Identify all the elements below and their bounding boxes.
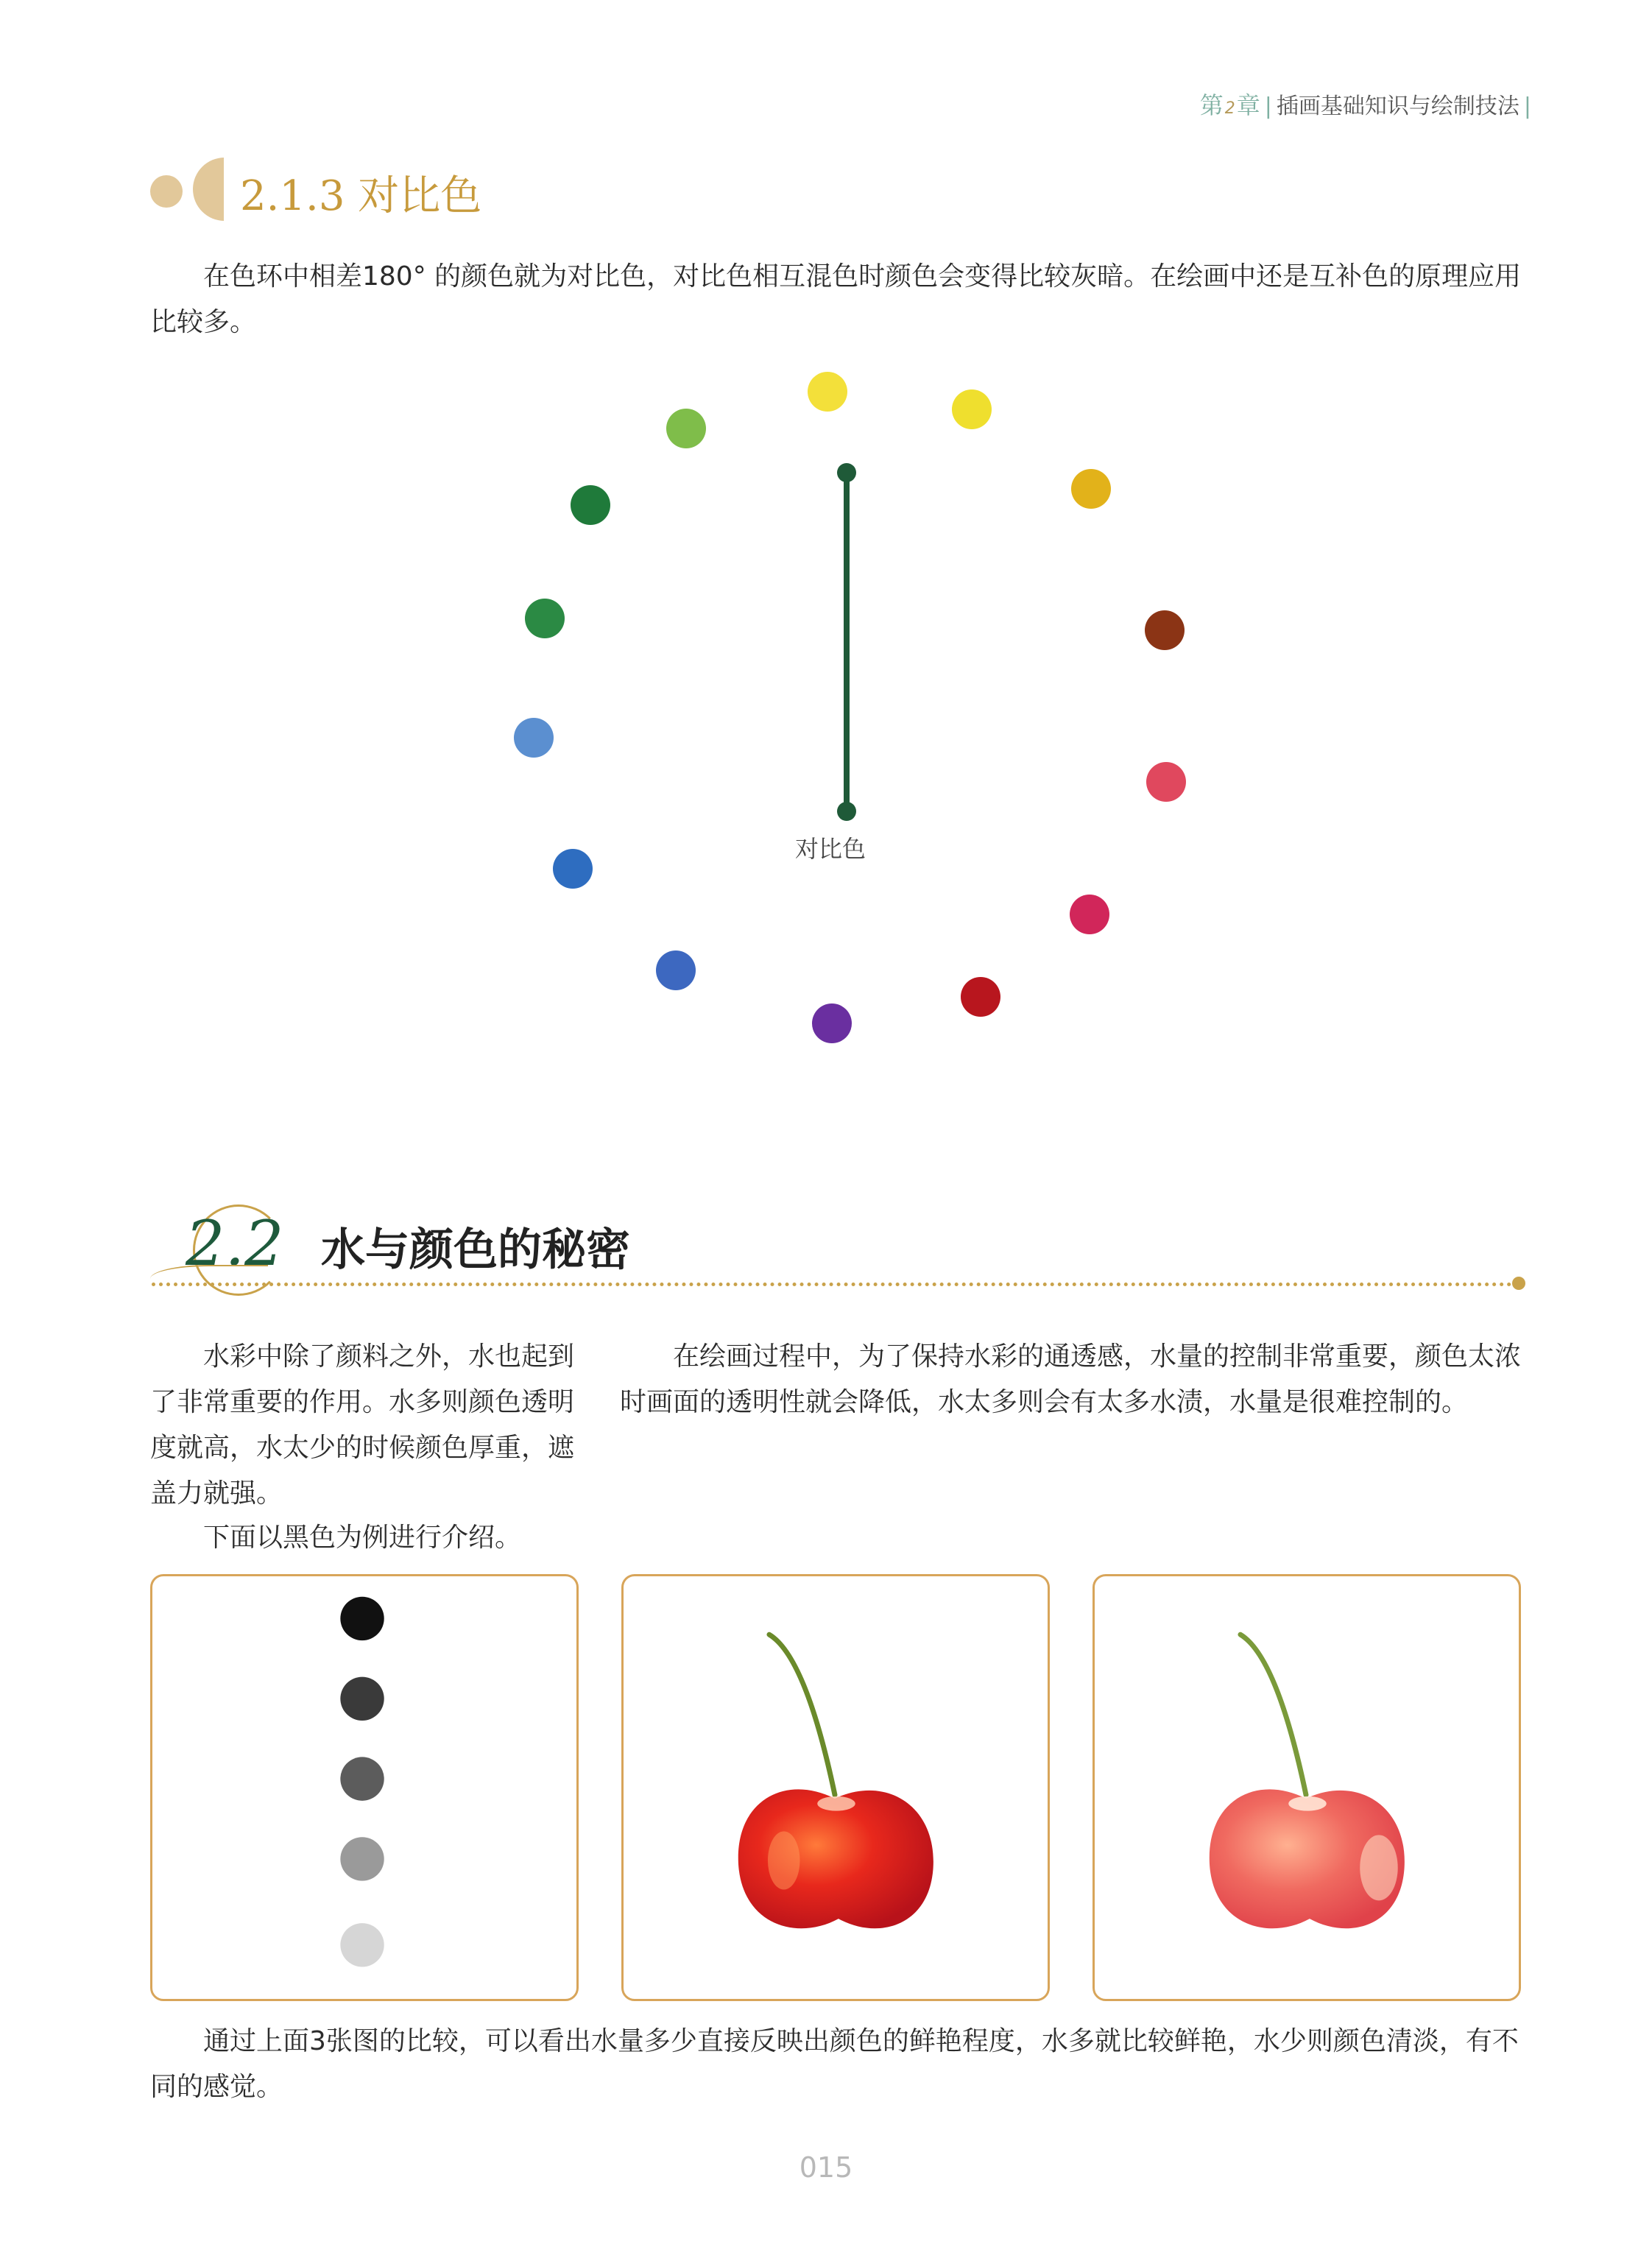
section-marker-half-circle bbox=[193, 158, 224, 221]
section-marker-dot bbox=[150, 175, 183, 208]
chapter-number: 2 bbox=[1224, 99, 1235, 118]
contrast-color-paragraph: 在色环中相差180° 的颜色就为对比色，对比色相互混色时颜色会变得比较灰暗。在绘画中还是互补色的原理应用比较多。 bbox=[150, 261, 1522, 337]
wheel-color-dot bbox=[808, 372, 847, 412]
section-number: 2.2 bbox=[186, 1207, 284, 1280]
black-example-intro: 下面以黑色为例进行介绍。 bbox=[203, 1523, 522, 1553]
black-swatch-dot bbox=[340, 1597, 384, 1640]
dotted-rule-end-dot bbox=[1512, 1277, 1525, 1290]
running-header bbox=[1200, 87, 1536, 121]
wheel-color-dot bbox=[1145, 610, 1185, 650]
wheel-color-dot bbox=[952, 389, 992, 429]
wheel-color-dot bbox=[961, 977, 1000, 1017]
black-swatch-panel bbox=[150, 1574, 579, 2001]
section-flourish bbox=[150, 1265, 268, 1293]
subsection-title: 2.1.3 对比色 bbox=[240, 172, 482, 220]
header-separator-end: | bbox=[1523, 94, 1531, 119]
header-separator: | bbox=[1264, 94, 1272, 119]
water-paragraph-right: 在绘画过程中，为了保持水彩的通透感，水量的控制非常重要，颜色太浓时画面的透明性就会降低，水太多则会有太多水渍，水量是很难控制的。 bbox=[620, 1341, 1522, 1417]
page-number: 015 bbox=[799, 2151, 853, 2184]
wheel-color-dot bbox=[656, 950, 696, 990]
wheel-color-dot bbox=[812, 1003, 852, 1043]
dotted-rule bbox=[152, 1283, 1519, 1286]
chapter-prefix: 第 bbox=[1199, 91, 1224, 119]
wheel-color-dot bbox=[553, 849, 593, 889]
contrast-line-top-dot bbox=[837, 463, 856, 482]
color-wheel bbox=[0, 353, 1652, 1060]
wheel-color-dot bbox=[514, 718, 554, 758]
water-paragraph-left: 水彩中除了颜料之外，水也起到了非常重要的作用。水多则颜色透明度就高，水太少的时候颜色厚重，遮盖力就强。 bbox=[150, 1341, 575, 1509]
black-swatch-dot bbox=[340, 1757, 384, 1800]
chapter-title: 插画基础知识与绘制技法 bbox=[1276, 94, 1519, 119]
wheel-color-dot bbox=[525, 599, 565, 638]
chapter-suffix: 章 bbox=[1236, 91, 1260, 119]
contrast-line-bottom-dot bbox=[837, 802, 856, 821]
cherry-vivid-panel bbox=[621, 1574, 1050, 2001]
cherry-stem bbox=[1240, 1634, 1306, 1795]
black-swatch-dot bbox=[340, 1923, 384, 1967]
cherry-stem bbox=[769, 1634, 835, 1795]
section-title: 水与颜色的秘密 bbox=[321, 1224, 630, 1276]
black-swatch-dot bbox=[340, 1677, 384, 1721]
wheel-color-dot bbox=[1146, 762, 1186, 802]
comparison-paragraph: 通过上面3张图的比较，可以看出水量多少直接反映出颜色的鲜艳程度，水多就比较鲜艳，水少则颜色清淡，有不同的感觉。 bbox=[150, 2026, 1519, 2102]
wheel-color-dot bbox=[1070, 895, 1109, 934]
black-swatch-dot bbox=[340, 1837, 384, 1880]
cherry-light-panel bbox=[1092, 1574, 1521, 2001]
wheel-label: 对比色 bbox=[795, 835, 866, 863]
wheel-color-dot bbox=[666, 409, 706, 448]
wheel-color-dot bbox=[1071, 469, 1111, 509]
wheel-color-dot bbox=[571, 485, 610, 525]
